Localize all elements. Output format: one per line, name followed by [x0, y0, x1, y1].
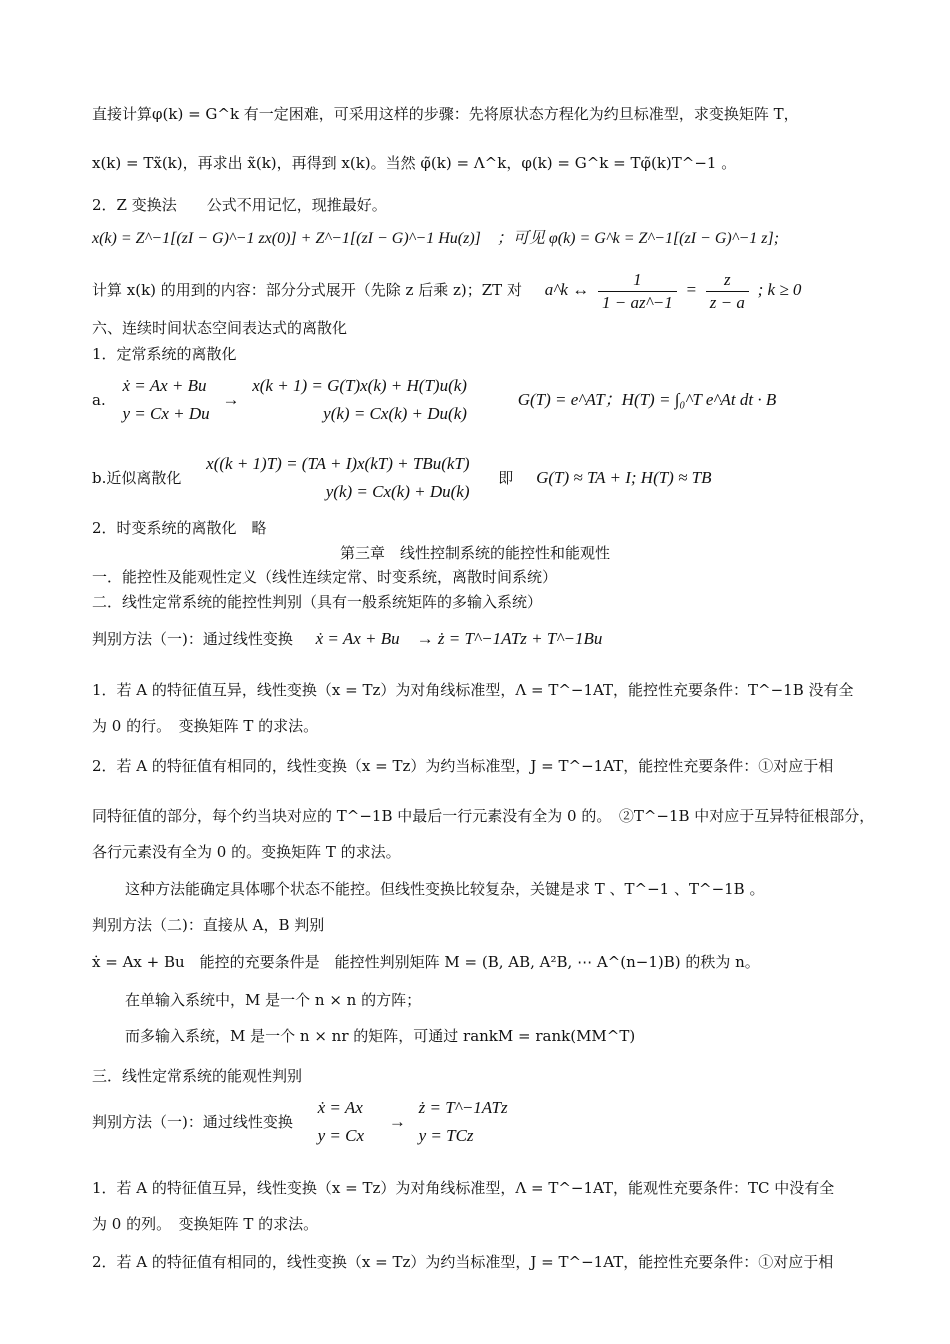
section-heading: 二．线性定常系统的能控性判别（具有一般系统矩阵的多输入系统）: [92, 593, 543, 611]
formula-segment: ; k ≥ 0: [757, 280, 802, 299]
text-segment: 计算 x(k) 的用到的内容：部分分式展开（先除 z 后乘 z)；ZT 对: [92, 281, 522, 299]
equation: y = Cx: [317, 1126, 365, 1145]
denominator: z − a: [709, 292, 745, 312]
text-line: 1．若 A 的特征值互异，线性变换（x = Tz）为对角线标准型，Λ = T^−1AT，能控性充要条件：T^−1B 没有全: [92, 681, 854, 699]
formula-segment: a^k ↔: [544, 280, 590, 299]
text-line: 直接计算φ(k) = G^k 有一定困难，可采用这样的步骤：先将原状态方程化为约旦标准型，求变换矩阵 T，: [92, 105, 799, 123]
text-line: 为 0 的行。 变换矩阵 T 的求法。: [92, 717, 319, 735]
item-label: a.: [92, 391, 106, 409]
chapter-title: 第三章 线性控制系统的能控性和能观性: [339, 544, 610, 562]
fraction: [706, 269, 749, 314]
text-line: 2．若 A 的特征值有相同的，线性变换（x = Tz）为约当标准型，J = T^−1AT，能控性充要条件：①对应于相: [92, 757, 834, 775]
section-heading: 三．线性定常系统的能观性判别: [92, 1067, 303, 1085]
equation-system: [123, 372, 210, 428]
text-segment: 判别方法（一)：通过线性变换: [92, 1113, 293, 1131]
equation-system: [252, 372, 467, 428]
equation: ẋ = Ax + Bu: [122, 376, 207, 395]
text-line: 这种方法能确定具体哪个状态不能控。但线性变换比较复杂，关键是求 T 、T^−1 、T^−1B 。: [125, 880, 765, 898]
formula-segment: G(T) = e^AT；H(T) = ∫₀^T e^At dt · B: [517, 390, 777, 409]
text-line: 为 0 的列。 变换矩阵 T 的求法。: [92, 1215, 319, 1233]
text-line: x(k) = Tx̃(k)，再求出 x̃(k)，再得到 x(k)。当然 φ̃(k) = Λ^k，φ(k) = G^k = Tφ̃(k)T^−1 。: [92, 154, 737, 172]
subsection-heading: 2．时变系统的离散化 略: [92, 519, 267, 537]
text-line: 各行元素没有全为 0 的。变换矩阵 T 的求法。: [92, 843, 401, 861]
formula-segment: G(T) ≈ TA + I; H(T) ≈ TB: [536, 468, 712, 487]
equation: y(k) = Cx(k) + Du(k): [323, 404, 467, 423]
equation: ż = T^−1ATz: [418, 1098, 508, 1117]
formula-row: [92, 266, 801, 314]
method-line: [92, 629, 602, 649]
equation: y = TCz: [418, 1126, 474, 1145]
text-line: 同特征值的部分，每个约当块对应的 T^−1B 中最后一行元素没有全为 0 的。 ②T^−1B 中对应于互异特征根部分，: [92, 807, 875, 825]
equation-system: [318, 1094, 364, 1150]
subsection-heading: 1．定常系统的离散化: [92, 345, 237, 363]
text-segment: 即: [498, 469, 514, 487]
equation: x(k + 1) = G(T)x(k) + H(T)u(k): [252, 376, 467, 395]
text-line: 在单输入系统中，M 是一个 n × n 的方阵；: [125, 991, 422, 1009]
equation: y(k) = Cx(k) + Du(k): [325, 482, 470, 501]
equation-system: [206, 450, 469, 506]
text-line: 2．Z 变换法 公式不用记忆，现推最好。: [92, 196, 387, 214]
equals-sign: =: [685, 280, 697, 299]
arrow: →: [388, 1112, 406, 1131]
text-line: ẋ = Ax + Bu 能控的充要条件是 能控性判别矩阵 M = (B, AB, A²B, ⋯ A^(n−1)B) 的秩为 n。: [92, 953, 760, 971]
item-label: b.近似离散化: [92, 469, 182, 487]
formula-line: x(k) = Z^−1[(zI − G)^−1 zx(0)] + Z^−1[(zI − G)^−1 Hu(z)] ；可见 φ(k) = G^k = Z^−1[(zI − G)^−1 z];: [92, 230, 780, 247]
numerator: 1: [598, 269, 677, 292]
text-line: 1．若 A 的特征值互异，线性变换（x = Tz）为对角线标准型，Λ = T^−1AT，能观性充要条件：TC 中没有全: [92, 1179, 835, 1197]
text-line: 判别方法（二)：直接从 A，B 判别: [92, 916, 325, 934]
equation: x((k + 1)T) = (TA + I)x(kT) + TBu(kT): [206, 454, 470, 473]
text-line: 而多输入系统，M 是一个 n × nr 的矩阵，可通过 rankM = rank(MM^T): [125, 1027, 636, 1045]
equation: ẋ = Ax: [317, 1098, 363, 1117]
section-heading: 一．能控性及能观性定义（线性连续定常、时变系统，离散时间系统）: [92, 568, 558, 586]
numerator: z: [706, 269, 749, 292]
section-heading: 六、连续时间状态空间表达式的离散化: [92, 319, 348, 337]
text-line: 2．若 A 的特征值有相同的，线性变换（x = Tz）为约当标准型，J = T^−1AT，能控性充要条件：①对应于相: [92, 1253, 834, 1271]
text-segment: 判别方法（一)：通过线性变换: [92, 630, 293, 648]
formula-segment: ẋ = Ax + Bu → ż = T^−1ATz + T^−1Bu: [315, 629, 603, 648]
formula-block-b: [92, 450, 712, 506]
formula-block-a: [92, 372, 776, 428]
fraction: [598, 269, 677, 314]
denominator: 1 − az^−1: [601, 292, 673, 312]
equation-system: [419, 1094, 508, 1150]
formula-block-observability: [92, 1094, 508, 1154]
equation: y = Cx + Du: [122, 404, 210, 423]
arrow: →: [222, 390, 240, 409]
